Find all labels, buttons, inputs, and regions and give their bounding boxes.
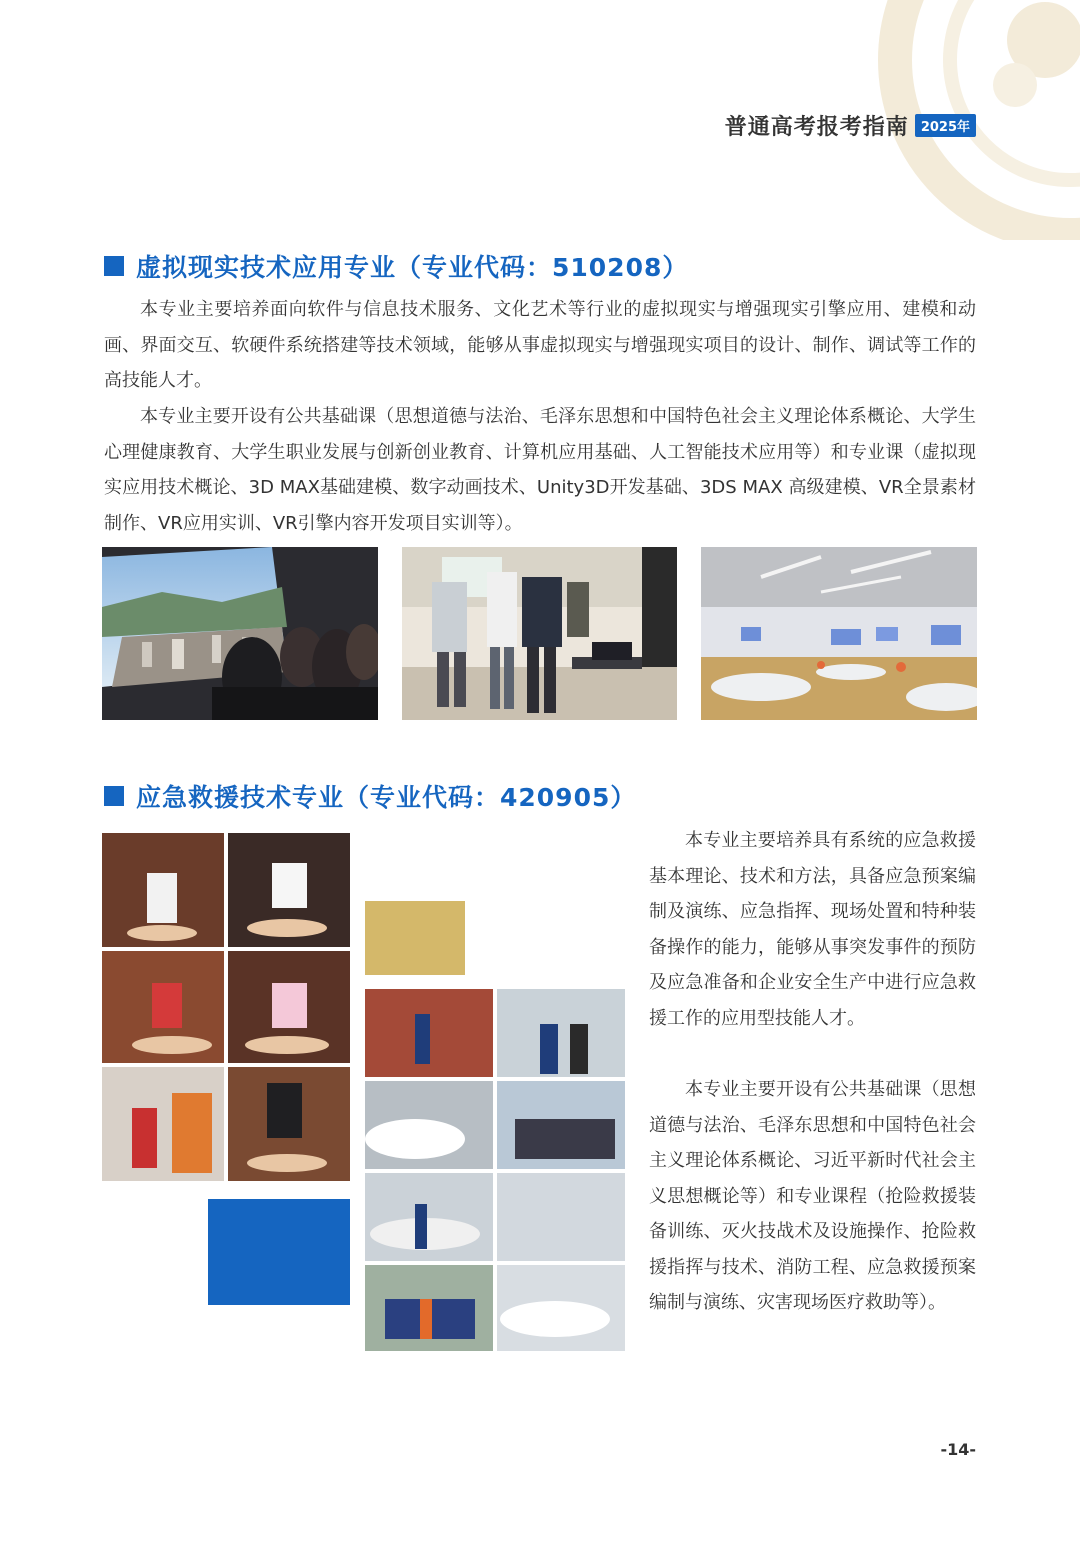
emergency-courses: 本专业主要开设有公共基础课（思想道德与法治、毛泽东思想和中国特色社会主义理论体系概论、习近平新时代社会主义思想概论等）和专业课程（抢险救援装备训练、灭火技战术及设施操作、抢险救援指挥与技术、消防工程、应急救援预案编制与演练、灾害现场医疗救助等）。 [649,1079,976,1313]
heading-square-icon [104,256,124,276]
guide-title: 普通高考报考指南 [724,115,909,140]
section-heading-vr [104,248,688,284]
vr-courses: 本专业主要开设有公共基础课（思想道德与法治、毛泽东思想和中国特色社会主义理论体系概论、大学生心理健康教育、大学生职业发展与创新创业教育、计算机应用基础、人工智能技术应用等）和专业课（虚拟现实应用技术概论、3D MAX基础建模、数字动画技术、Unity3D开发基础、3DS MAX 高级建模、VR全景素材制作、VR应用实训、VR引擎内容开发项目实训等）。 [104,406,976,534]
gold-decor-block [365,901,465,975]
emergency-description: 本专业主要培养具有系统的应急救援基本理论、技术和方法，具备应急预案编制及演练、应急指挥、现场处置和特种装备操作的能力，能够从事突发事件的预防及应急准备和企业安全生产中进行应急救援工作的应用型技能人才。 [649,830,976,1029]
year-badge: 2025年 [915,114,976,137]
heading-square-icon [104,786,124,806]
page-number: -14- [940,1440,976,1459]
vr-immersive-photo [102,547,378,720]
fire-drill-collage [365,989,625,1351]
section-title: 应急救援技术专业（专业代码：420905） [136,783,637,812]
vr-headset-photo [402,547,677,720]
section-title: 虚拟现实技术应用专业（专业代码：510208） [136,253,689,282]
section-heading-emergency [104,778,636,814]
cpr-training-collage [102,833,350,1181]
blue-decor-block [208,1199,350,1305]
vr-description: 本专业主要培养面向软件与信息技术服务、文化艺术等行业的虚拟现实与增强现实引擎应用、建模和动画、界面交互、软硬件系统搭建等技术领域，能够从事虚拟现实与增强现实项目的设计、制作、调试等工作的高技能人才。 [104,299,976,391]
page-header [725,110,976,141]
vr-classroom-photo [701,547,977,720]
